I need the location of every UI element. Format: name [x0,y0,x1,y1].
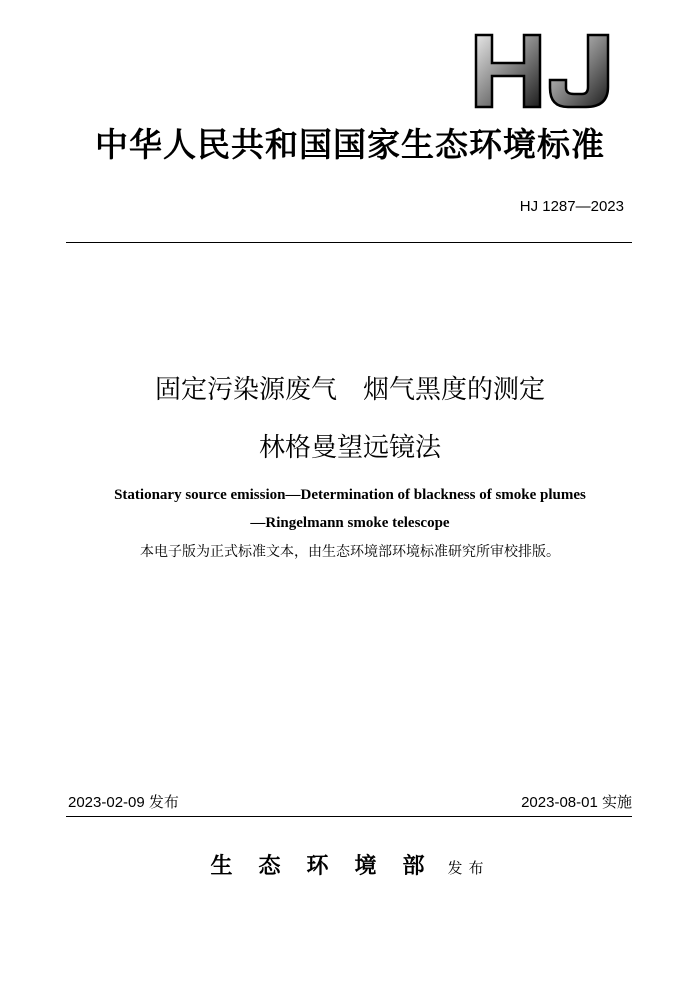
chinese-title-line-2: 林格曼望远镜法 [258,433,441,463]
hj-logo [472,32,612,110]
top-divider [66,242,632,243]
implementation-date: 2023-08-01 实施 [521,794,632,811]
edition-note: 本电子版为正式标准文本，由生态环境部环境标准研究所审校排版。 [140,544,560,560]
publisher-line [0,850,700,884]
bottom-divider [66,816,632,817]
english-title-line-2: —Ringelmann smoke telescope [250,515,450,531]
standard-code: HJ 1287—2023 [519,198,624,215]
publisher-name: 生态环境部 [210,853,451,879]
chinese-title-line-1: 固定污染源废气 烟气黑度的测定 [154,375,545,405]
publisher-action: 发布 [447,859,490,877]
standard-category-title: 中华人民共和国国家生态环境标准 [95,125,605,164]
english-title-line-1: Stationary source emission—Determination of blackness of smoke plumes [114,487,586,503]
issue-date: 2023-02-09 发布 [68,794,179,811]
